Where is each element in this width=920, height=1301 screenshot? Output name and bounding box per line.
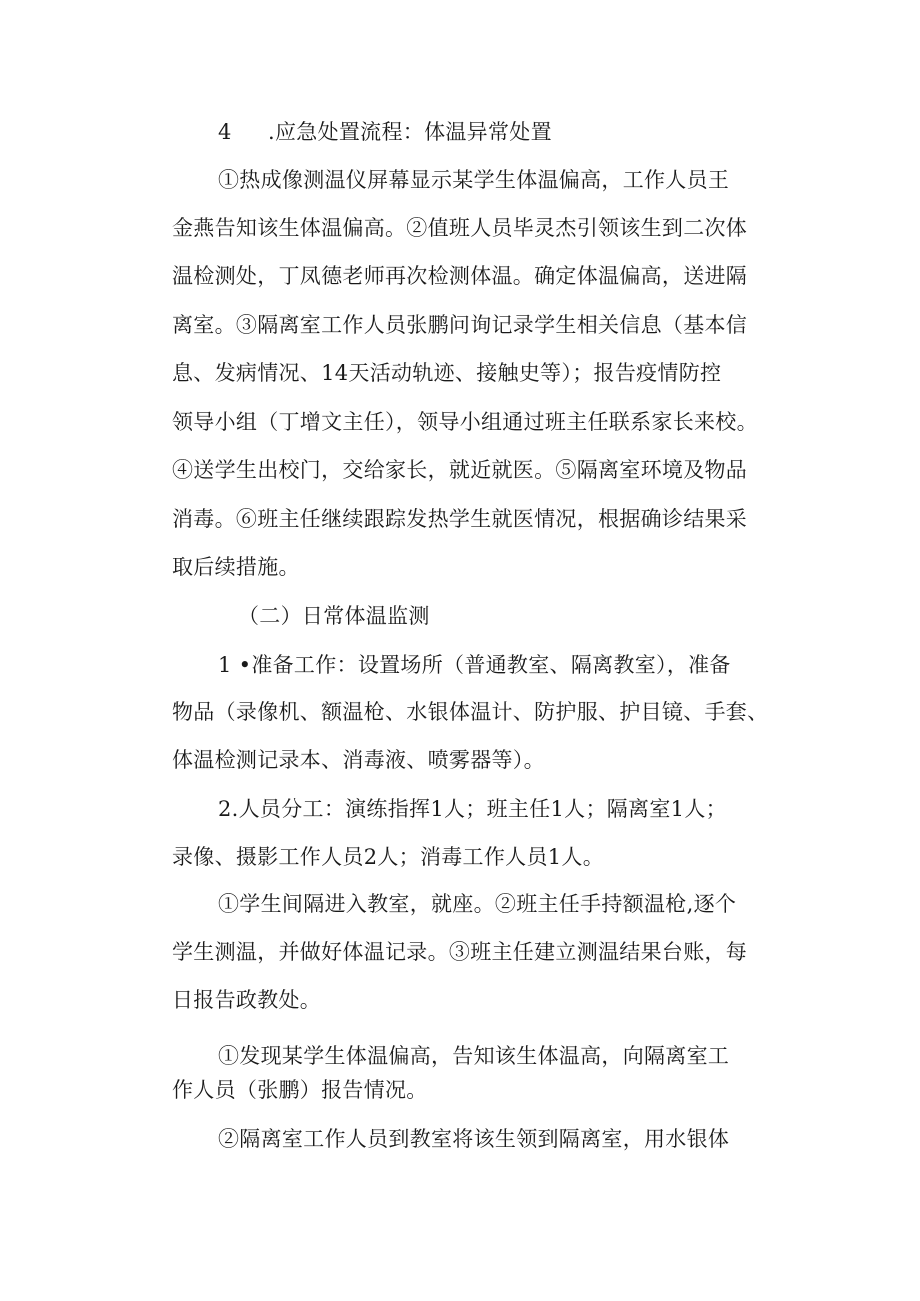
- paragraph-line: 消毒。⑥班主任继续跟踪发热学生就医情况，根据确诊结果采: [172, 507, 748, 531]
- paragraph-line: 息、发病情况、14天活动轨迹、接触史等）；报告疫情防控: [172, 361, 722, 385]
- paragraph-line: ④送学生出校门，交给家长，就近就医。⑤隔离室环境及物品: [172, 458, 748, 482]
- paragraph-line: 物品（录像机、额温枪、水银体温计、防护服、护目镜、手套、: [172, 700, 769, 724]
- section-4-title: .应急处置流程：体温异常处置: [268, 120, 552, 144]
- paragraph-line: 领导小组（丁增文主任），领导小组通过班主任联系家长来校。: [172, 410, 758, 434]
- section-4-number: 4: [218, 120, 232, 144]
- paragraph-line: ①发现某学生体温偏高，告知该生体温高，向隔离室工: [218, 1044, 730, 1068]
- paragraph-line: ①学生间隔进入教室，就座。②班主任手持额温枪,逐个: [218, 892, 737, 916]
- section-daily-heading: （二）日常体温监测: [238, 604, 430, 628]
- paragraph-line: 离室。③隔离室工作人员张鹏问询记录学生相关信息（基本信: [172, 313, 748, 337]
- paragraph-line: 金燕告知该生体温偏高。②值班人员毕灵杰引领该生到二次体: [172, 216, 748, 240]
- paragraph-line: 温检测处，丁凤德老师再次检测体温。确定体温偏高，送进隔: [172, 264, 748, 288]
- paragraph-line: 体温检测记录本、消毒液、喷雾器等）。: [172, 748, 545, 772]
- paragraph-line: 日报告政教处。: [172, 988, 322, 1012]
- paragraph-line: ②隔离室工作人员到教室将该生领到隔离室，用水银体: [218, 1127, 730, 1151]
- section-4-heading: [218, 117, 818, 147]
- paragraph-line: 2.人员分工：演练指挥1人；班主任1人；隔离室1人；: [218, 797, 727, 821]
- paragraph-line: 取后续措施。: [172, 555, 300, 579]
- paragraph-line: 作人员（张鹏）报告情况。: [172, 1078, 428, 1102]
- paragraph-line: 1 •准备工作：设置场所（普通教室、隔离教室），准备: [218, 653, 731, 677]
- paragraph-line: ①热成像测温仪屏幕显示某学生体温偏高，工作人员王: [218, 168, 730, 192]
- paragraph-line: 学生测温，并做好体温记录。③班主任建立测温结果台账，每: [172, 940, 748, 964]
- paragraph-line: 录像、摄影工作人员2人；消毒工作人员1人。: [172, 845, 605, 869]
